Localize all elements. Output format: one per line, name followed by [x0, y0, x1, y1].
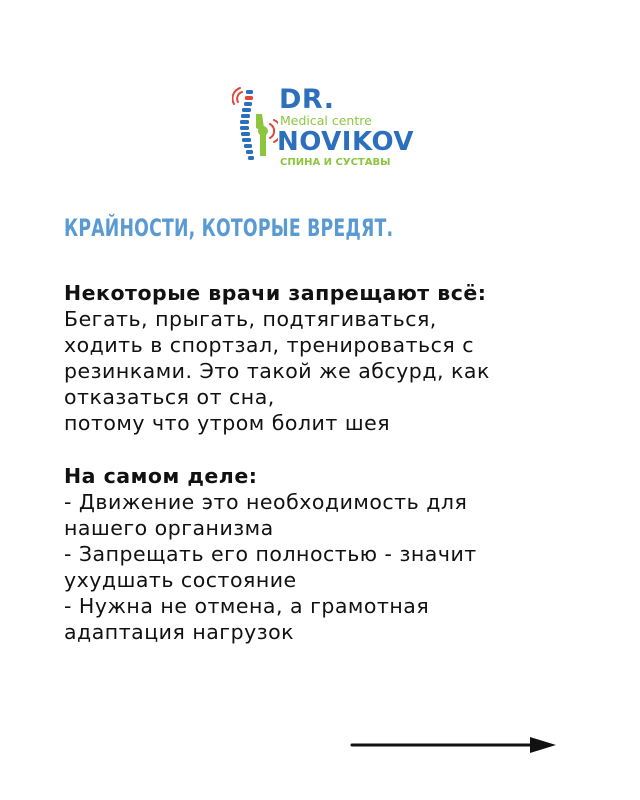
body-line: потому что утром болит шея — [64, 411, 391, 435]
body-line: ходить в спортзал, тренироваться с — [64, 333, 474, 357]
body-line: резинками. Это такой же абсурд, как — [64, 359, 490, 383]
arrow-right-icon[interactable] — [350, 734, 560, 756]
body-line: ухудшать состояние — [64, 568, 297, 592]
logo-tagline: СПИНА И СУСТАВЫ — [280, 157, 391, 168]
body-line: адаптация нагрузок — [64, 620, 295, 644]
body-line: - Нужна не отмена, а грамотная — [64, 594, 430, 618]
section-reality-title: На самом деле: — [64, 464, 258, 488]
post-body — [64, 280, 584, 645]
body-line: - Движение это необходимость для — [64, 490, 468, 514]
paragraph-gap — [64, 436, 584, 463]
logo-medical-centre-text: Medical centre — [280, 113, 372, 128]
body-line: нашего организма — [64, 516, 274, 540]
body-line: отказаться от сна, — [64, 385, 275, 409]
section-restrictions — [64, 280, 584, 436]
body-line: Бегать, прыгать, подтягиваться, — [64, 307, 437, 331]
logo-dr-text: DR. — [279, 84, 335, 115]
section-restrictions-title: Некоторые врачи запрещают всё: — [64, 281, 487, 305]
page-heading: КРАЙНОСТИ, КОТОРЫЕ ВРЕДЯТ. — [64, 214, 394, 242]
spine-joint-icon — [232, 84, 278, 170]
body-line: - Запрещать его полностью - значит — [64, 542, 477, 566]
clinic-logo — [232, 84, 422, 174]
logo-novikov-text: NOVIKOV — [277, 127, 414, 157]
section-reality — [64, 463, 584, 645]
